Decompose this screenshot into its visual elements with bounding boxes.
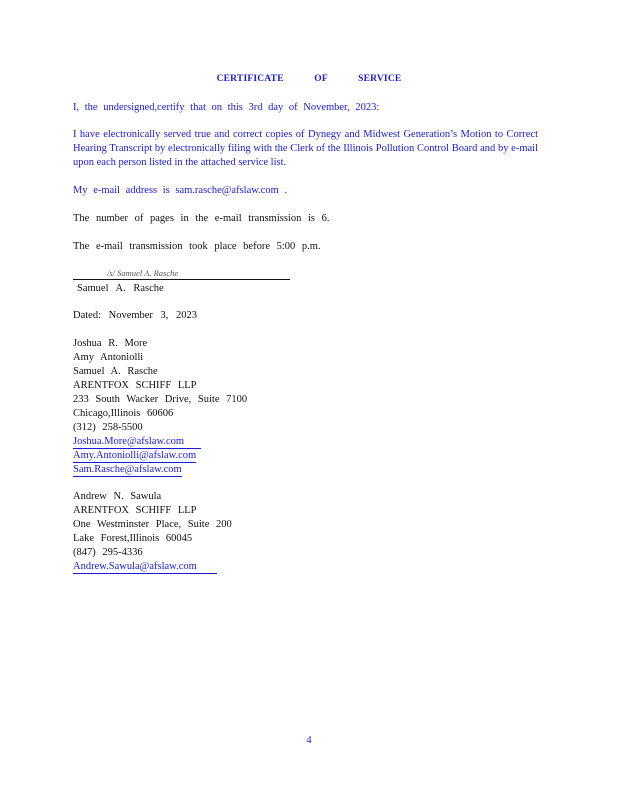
phone-number: (847) 295-4336: [73, 547, 143, 558]
signature-line: [73, 279, 290, 280]
electronic-signature: /s/ Samuel A. Rasche: [107, 268, 179, 278]
email-link[interactable]: Joshua.More@afslaw.com: [73, 436, 201, 449]
contact-name: Joshua R. More: [73, 338, 148, 349]
page-number: 4: [306, 735, 312, 746]
date-line: Dated: November 3, 2023: [73, 310, 198, 321]
document-title: CERTIFICATE OF SERVICE: [216, 74, 402, 84]
firm-name: ARENTFOX SCHIFF LLP: [73, 380, 197, 391]
firm-name: ARENTFOX SCHIFF LLP: [73, 505, 197, 516]
contact-block-chicago: [73, 337, 247, 477]
contact-name: Samuel A. Rasche: [73, 366, 158, 377]
page-count-line: The number of pages in the e-mail transmission is 6.: [73, 213, 330, 224]
email-address-line: My e-mail address is sam.rasche@afslaw.com .: [73, 185, 288, 196]
city-state-zip: Chicago,Illinois 60606: [73, 408, 174, 419]
city-state-zip: Lake Forest,Illinois 60045: [73, 533, 193, 544]
street-address: One Westminster Place, Suite 200: [73, 519, 232, 530]
contact-block-lake-forest: [73, 490, 232, 574]
contact-name: Andrew N. Sawula: [73, 491, 162, 502]
intro-statement: I, the undersigned,certify that on this 3rd day of November, 2023:: [73, 102, 380, 113]
street-address: 233 South Wacker Drive, Suite 7100: [73, 394, 248, 405]
email-link[interactable]: Andrew.Sawula@afslaw.com: [73, 561, 217, 574]
signer-name: Samuel A. Rasche: [77, 283, 164, 294]
contact-name: Amy Antoniolli: [73, 352, 144, 363]
email-link[interactable]: Sam.Rasche@afslaw.com: [73, 464, 182, 475]
email-link[interactable]: Amy.Antoniolli@afslaw.com: [73, 450, 197, 461]
phone-number: (312) 258-5500: [73, 422, 143, 433]
transmission-time-line: The e-mail transmission took place before 5:00 p.m.: [73, 241, 321, 252]
service-paragraph: I have electronically served true and correct copies of Dynegy and Midwest Generation’s Motion to Correct Hearing Transcript by electronically filing with the Clerk of the Illinois Pollution Control Board and by e-mail upon each person listed in the attached service list.: [73, 129, 538, 168]
